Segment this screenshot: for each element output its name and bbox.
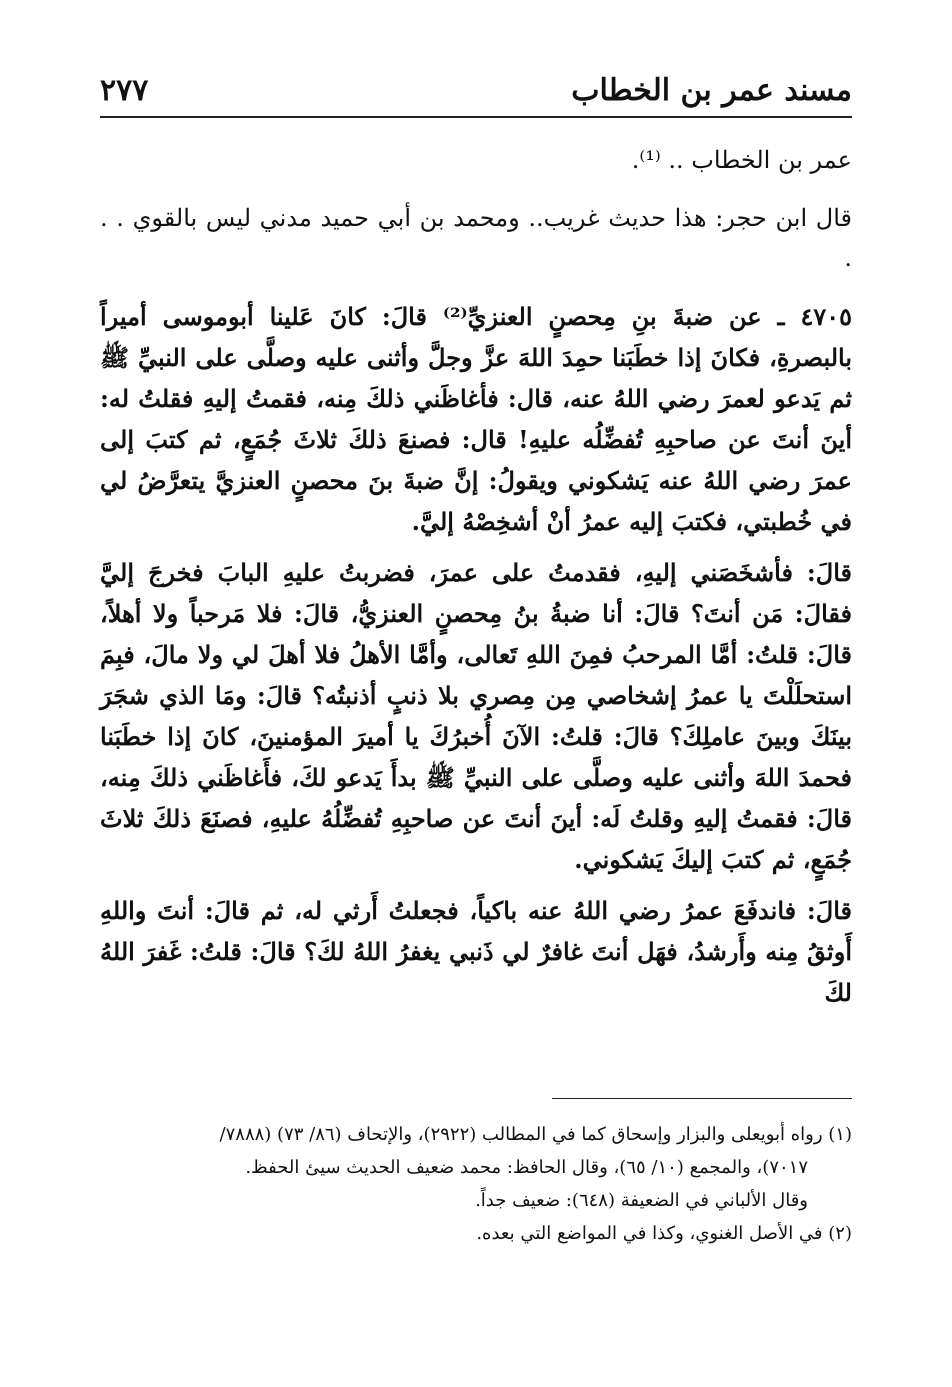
header-divider — [100, 116, 852, 118]
hadith-paragraph-2: قالَ: فأشخَصَني إليهِ، فقدمتُ على عمرَ، فضربتُ عليهِ البابَ فخرجَ إليَّ فقالَ: مَن أنتَ؟ قالَ: أنا ضبةُ بنُ مِحصنٍ العنزيُّ، قالَ: فلا مَرحباً ولا أهلاً، قالَ: قلتُ: أمَّا المرحبُ فمِنَ اللهِ تَعالى، وأمَّا الأهلُ فلا أهلَ لي ولا مالَ، فبِمَ استحلَلْتَ يا عمرُ إشخاصي مِن مِصري بلا ذنبٍ أذنبتُه؟ قالَ: ومَا الذي شجَرَ بينَكَ وبينَ عاملِكَ؟ قالَ: قلتُ: الآنَ أُخبرُكَ يا أميرَ المؤمنينَ، كانَ إذا خطَبَنا فحمدَ اللهَ وأثنى عليه وصلَّى على النبيِّ ﷺ بدأَ يَدعو لكَ، فأَغاظَني ذلكَ مِنه، قالَ: فقمتُ إليهِ وقلتُ لَه: أينَ أنتَ عن صاحبِهِ تُفضِّلُهُ عليهِ، فصنَعَ ذلكَ ثلاثَ جُمَعٍ، ثم كتبَ إليكَ يَشكوني. — [100, 558, 853, 874]
text-line-2: قال ابن حجر: هذا حديث غريب.. ومحمد بن أبي حميد مدني ليس بالقوي . . . — [100, 204, 852, 272]
footnote-line-1: (١) رواه أبويعلى والبزار وإسحاق كما في المطالب (٢٩٢٢)، والإتحاف (٨٦/ ٧٣) (٧٨٨٨/ — [219, 1124, 852, 1145]
main-text — [100, 140, 852, 1023]
footnote-divider — [552, 1098, 852, 1099]
page-number: ٢٧٧ — [100, 73, 149, 108]
text-line-1: عمر بن الخطاب .. ⁽¹⁾. — [631, 146, 852, 174]
page-header — [100, 68, 852, 116]
footnote-line-2: ٧٠١٧)، والمجمع (١٠/ ٦٥)، وقال الحافظ: محمد ضعيف الحديث سيئ الحفظ. — [245, 1157, 808, 1178]
footnote-line-3: وقال الألباني في الضعيفة (٦٤٨): ضعيف جداً. — [475, 1190, 808, 1211]
footnote-line-4: (٢) في الأصل الغنوي، وكذا في المواضع التي بعده. — [476, 1223, 852, 1244]
hadith-paragraph-3: قالَ: فاندفَعَ عمرُ رضي اللهُ عنه باكياً، فجعلتُ أَرثي له، ثم قالَ: أنتَ واللهِ أَوثقُ مِنه وأَرشدُ، فهَل أنتَ غافرٌ لي ذَنبي يغفرُ اللهُ لكَ؟ قالَ: قلتُ: غَفرَ اللهُ لكَ — [100, 896, 852, 1007]
header-title: مسند عمر بن الخطاب — [571, 73, 852, 108]
footnotes — [100, 1118, 852, 1250]
hadith-paragraph-1: ٤٧٠٥ ـ عن ضبةَ بنِ مِحصنٍ العنزيِّ⁽²⁾ قالَ: كانَ عَلينا أبوموسى أميراً بالبصرةِ، فكانَ إذا خطَبَنا حمِدَ اللهَ عزَّ وجلَّ وأثنى عليه وصلَّى على النبيِّ ﷺ ثم يَدعو لعمرَ رضي اللهُ عنه، قال: فأغاظَني ذلكَ مِنه، فقمتُ إليهِ فقلتُ له: أينَ أنتَ عن صاحبِهِ تُفضِّلُه عليهِ! قال: فصنعَ ذلكَ ثلاثَ جُمَعٍ، ثم كتبَ إلى عمرَ رضي اللهُ عنه يَشكوني ويقولُ: إنَّ ضبةَ بنَ محصنٍ العنزيَّ يتعرَّضُ لي في خُطبتي، فكتبَ إليه عمرُ أنْ أشخِصْهُ إليَّ. — [100, 302, 852, 536]
